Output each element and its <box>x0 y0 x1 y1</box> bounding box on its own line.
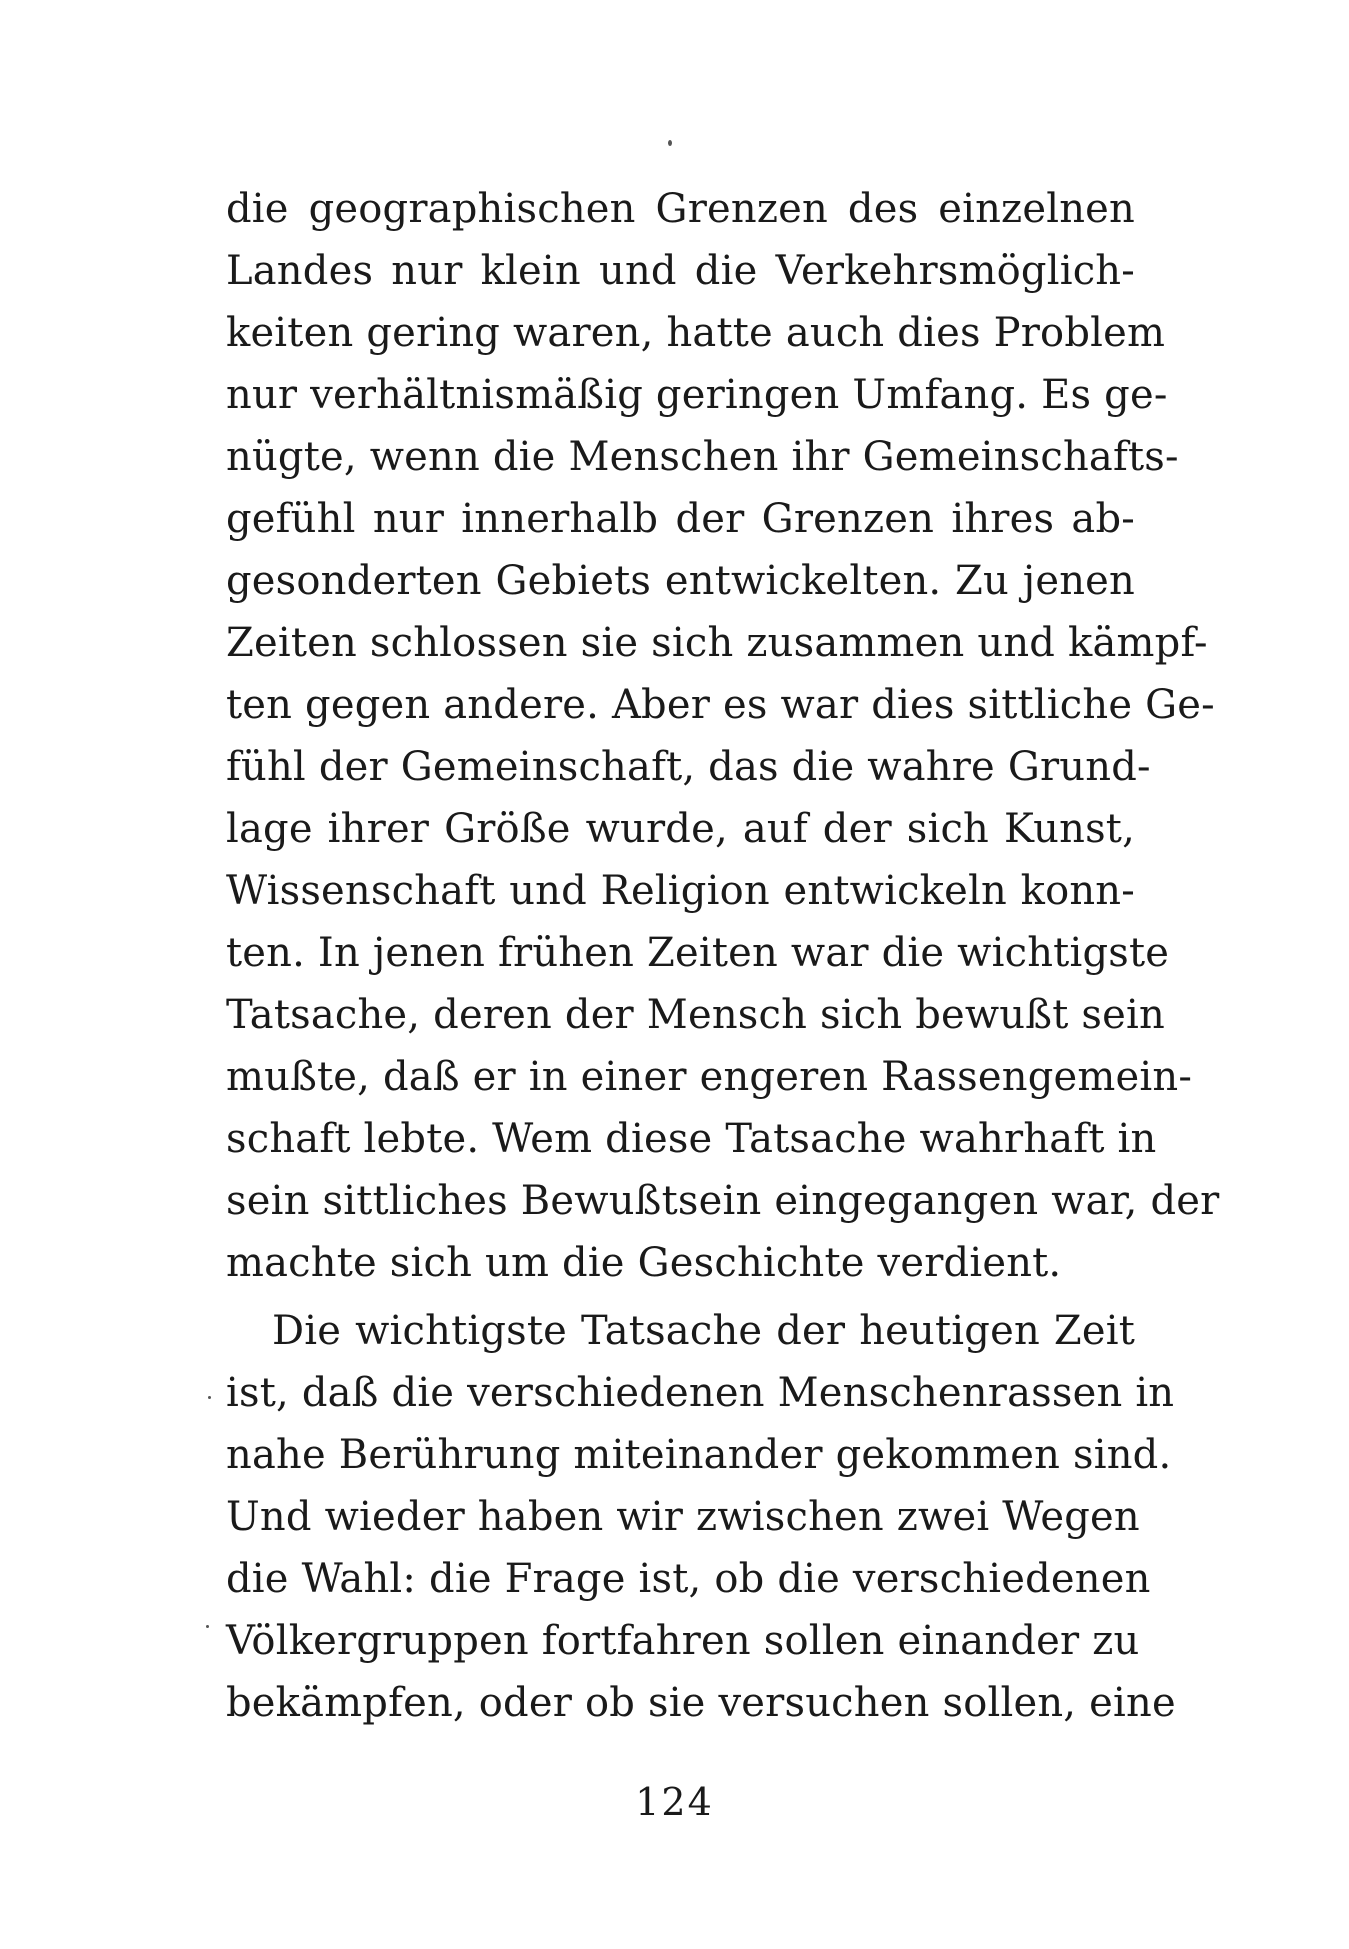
text-line: Landes nur klein und die Verkehrsmöglich- <box>226 248 1135 294</box>
text-line: ten gegen andere. Aber es war dies sittliche Ge- <box>226 682 1215 728</box>
text-line: gefühl nur innerhalb der Grenzen ihres ab- <box>226 496 1135 542</box>
text-line: Wissenschaft und Religion entwickeln konn- <box>226 868 1135 914</box>
text-line: ist, daß die verschiedenen Menschenrassen in <box>226 1370 1175 1416</box>
text-line: ten. In jenen frühen Zeiten war die wichtigste <box>226 930 1170 976</box>
paragraph-continued <box>226 178 1220 1294</box>
text-line: die geographischen Grenzen des einzelnen <box>226 186 1135 232</box>
print-speck <box>206 1625 209 1628</box>
text-line: Die wichtigste Tatsache der heutigen Zeit <box>272 1308 1135 1354</box>
page-number: 124 <box>635 1780 714 1824</box>
text-line: Und wieder haben wir zwischen zwei Wegen <box>226 1494 1140 1540</box>
text-line: sein sittliches Bewußtsein eingegangen war, der <box>226 1178 1220 1224</box>
text-line: Zeiten schlossen sie sich zusammen und kämpf- <box>226 620 1208 666</box>
text-line: lage ihrer Größe wurde, auf der sich Kunst, <box>226 806 1135 852</box>
text-line: machte sich um die Geschichte verdient. <box>226 1240 1062 1286</box>
text-line: gesonderten Gebiets entwickelten. Zu jenen <box>226 558 1135 604</box>
text-line: nur verhältnismäßig geringen Umfang. Es ge- <box>226 372 1168 418</box>
print-speck <box>668 140 672 146</box>
text-line: schaft lebte. Wem diese Tatsache wahrhaft in <box>226 1116 1157 1162</box>
text-line: bekämpfen, oder ob sie versuchen sollen, eine <box>226 1680 1176 1726</box>
text-line: mußte, daß er in einer engeren Rassengemein- <box>226 1054 1193 1100</box>
text-line: Völkergruppen fortfahren sollen einander zu <box>226 1618 1140 1664</box>
text-line: nahe Berührung miteinander gekommen sind. <box>226 1432 1172 1478</box>
paragraph-new <box>226 1300 1176 1734</box>
text-line: nügte, wenn die Menschen ihr Gemeinschafts- <box>226 434 1179 480</box>
text-line: fühl der Gemeinschaft, das die wahre Grund- <box>226 744 1151 790</box>
text-line: keiten gering waren, hatte auch dies Problem <box>226 310 1166 356</box>
print-speck <box>208 1396 211 1399</box>
text-line: Tatsache, deren der Mensch sich bewußt sein <box>226 992 1165 1038</box>
text-line: die Wahl: die Frage ist, ob die verschiedenen <box>226 1556 1151 1602</box>
